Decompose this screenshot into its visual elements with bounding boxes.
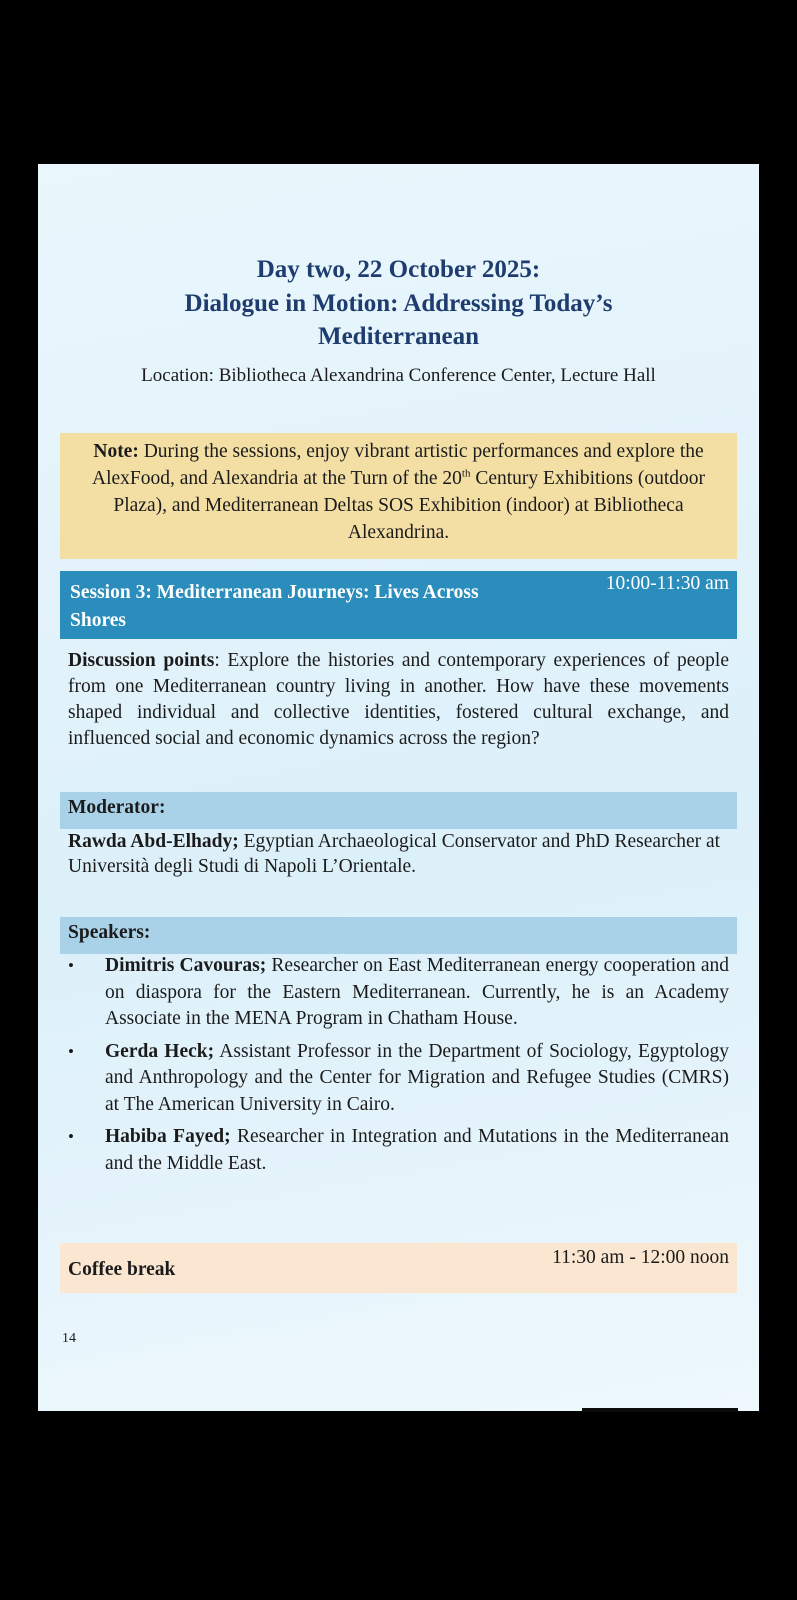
coffee-break-time: 11:30 am - 12:00 noon — [552, 1247, 729, 1268]
bullet-icon: • — [68, 956, 74, 975]
speaker-bio: Researcher in Integration and Mutations in the Mediterranean and the Middle East. — [105, 1126, 729, 1174]
speaker-item — [68, 953, 729, 1033]
program-page — [38, 164, 759, 1411]
day-title: Day two, 22 October 2025: — [256, 256, 541, 283]
bullet-icon: • — [68, 1041, 74, 1061]
discussion-label: Discussion points — [68, 650, 215, 671]
session-day-theme-line2: Mediterranean — [317, 323, 480, 350]
speaker-item — [68, 1039, 729, 1119]
bottom-edge-shadow — [582, 1408, 738, 1412]
session-header — [60, 571, 737, 639]
coffee-break-bar — [60, 1243, 737, 1293]
note-text-part2: Century Exhibitions (outdoor Plaza), and Mediterranean Deltas SOS Exhibition (indoor) at Bibliotheca Alexandrina. — [113, 468, 705, 543]
note-text-part1: During the sessions, enjoy vibrant artistic performances and explore the AlexFood, and Alexandria at the Turn of the 20 — [91, 441, 704, 489]
speaker-bio: Researcher on East Mediterranean energy cooperation and on diaspora for the Eastern Mediterranean. Currently, he is an Academy Associate in the MENA Program in Chatham House. — [105, 955, 729, 1029]
page-number: 14 — [62, 1331, 76, 1346]
speaker-item — [68, 1124, 729, 1177]
note-superscript: th — [461, 467, 471, 480]
speaker-bio: Assistant Professor in the Department of Sociology, Egyptology and Anthropology and the Center for Migration and Refugee Studies (CMRS) at The American University in Cairo. — [105, 1040, 730, 1115]
note-box — [60, 433, 737, 559]
discussion-points — [68, 648, 729, 752]
speaker-name: Dimitris Cavouras; — [105, 955, 267, 976]
moderator-name: Rawda Abd-Elhady; — [68, 831, 239, 852]
speakers-list — [68, 953, 729, 1183]
speakers-heading: Speakers: — [60, 917, 737, 954]
moderator-bio: Egyptian Archaeological Conservator and PhD Researcher at Università degli Studi di Napoli L’Orientale. — [68, 831, 721, 877]
speaker-name: Habiba Fayed; — [105, 1126, 231, 1147]
speaker-name: Gerda Heck; — [105, 1040, 215, 1062]
moderator-heading: Moderator: — [60, 792, 737, 829]
session-time: 10:00-11:30 am — [605, 573, 729, 594]
session-day-theme-line1: Dialogue in Motion: Addressing Today’s — [184, 290, 613, 317]
discussion-text: : Explore the histories and contemporary experiences of people from one Mediterranean country living in another. How have these movements shaped individual and collective identities, fostered cultural exchange, and influenced social and economic dynamics across the region? — [68, 650, 729, 749]
note-label: Note: — [93, 441, 139, 462]
coffee-break-label: Coffee break — [68, 1259, 176, 1280]
bullet-icon: • — [68, 1127, 74, 1146]
session-title: Session 3: Mediterranean Journeys: Lives Across Shores — [70, 582, 479, 631]
moderator-entry — [68, 829, 729, 879]
location-text: Location: Bibliotheca Alexandrina Conference Center, Lecture Hall — [141, 365, 656, 386]
